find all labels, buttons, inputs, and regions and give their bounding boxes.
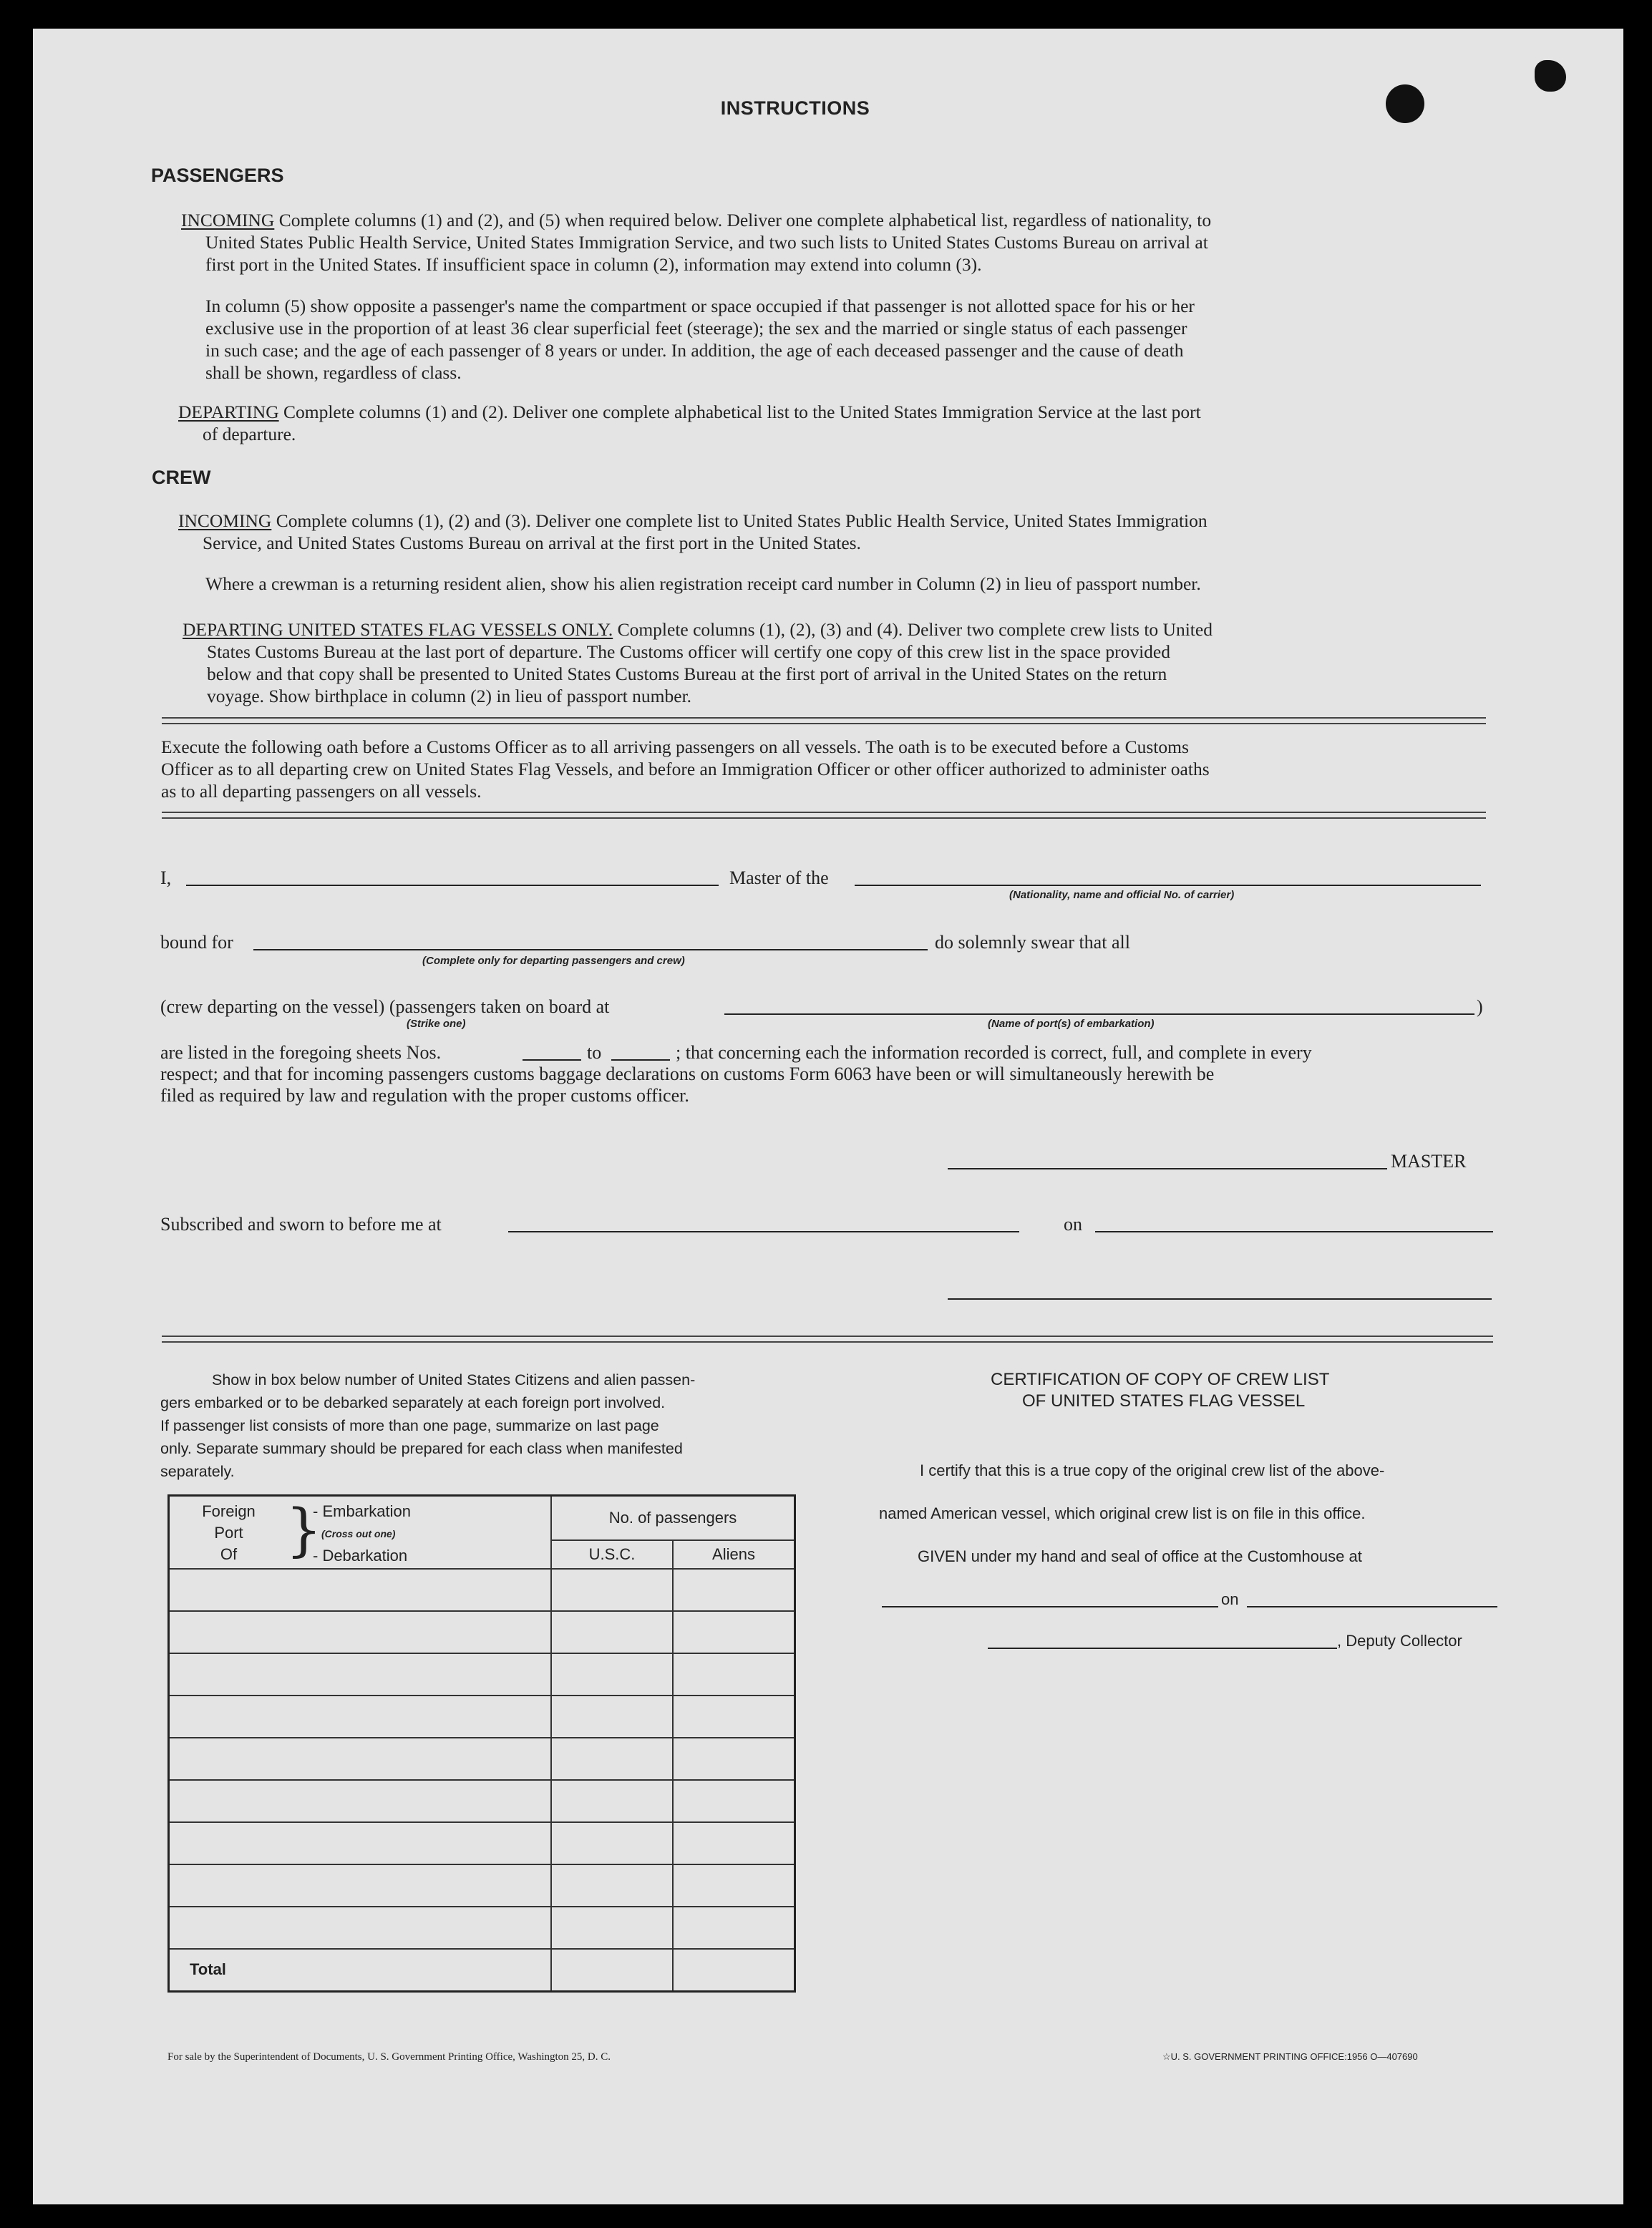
bound-for-note: (Complete only for departing passengers and crew) — [422, 955, 685, 967]
footer-gpo: ☆U. S. GOVERNMENT PRINTING OFFICE:1956 O—407690 — [1162, 2051, 1418, 2062]
passengers-departing-paragraph: DEPARTING Complete columns (1) and (2). Deliver one complete alphabetical list to the United States Immigration Service at the last port of departure. — [178, 402, 1201, 444]
divider — [162, 717, 1486, 724]
listed-sheets-label: are listed in the foregoing sheets Nos. — [160, 1042, 442, 1063]
total-row — [169, 1949, 795, 1992]
deputy-collector-label: , Deputy Collector — [1337, 1632, 1462, 1650]
aliens-header: Aliens — [673, 1540, 795, 1569]
bound-for-label: bound for — [160, 932, 233, 953]
strike-one-note: (Strike one) — [407, 1018, 466, 1030]
master-name-field[interactable] — [186, 885, 719, 886]
passengers-heading: PASSENGERS — [151, 165, 284, 186]
table-row — [169, 1738, 795, 1780]
embarkation-ports-field[interactable] — [724, 1013, 1474, 1015]
carrier-field[interactable] — [855, 885, 1481, 886]
subscribed-label: Subscribed and sworn to before me at — [160, 1214, 442, 1235]
certify-on-label: on — [1221, 1590, 1239, 1608]
departing-label: DEPARTING — [178, 402, 279, 422]
sworn-place-field[interactable] — [508, 1231, 1019, 1232]
table-row — [169, 1864, 795, 1907]
passenger-summary-table — [167, 1494, 796, 1993]
oath-i-label: I, — [160, 867, 172, 888]
close-paren: ) — [1477, 996, 1483, 1017]
brace-icon: } — [286, 1497, 322, 1563]
crew-departing-label: DEPARTING UNITED STATES FLAG VESSELS ONLY. — [183, 619, 613, 640]
table-row — [169, 1611, 795, 1653]
footer-sale-note: For sale by the Superintendent of Documents, U. S. Government Printing Office, Washington 25, D. C. — [167, 2051, 611, 2063]
passengers-incoming-paragraph: INCOMING Complete columns (1) and (2), and (5) when required below. Deliver one complete alphabetical list, regardless of nationality, to United States Public Health Service, United States Immigration Service, and two such lists to United States Customs Bureau on arrival at first port in the United States. If insufficient space in column (2), information may extend into column (3). — [181, 210, 1212, 275]
sworn-date-field[interactable] — [1095, 1231, 1493, 1232]
ink-blot — [1535, 60, 1566, 92]
master-label: MASTER — [1391, 1151, 1467, 1172]
foreign-port-header: Foreign Port Of } - Embarkation (Cross out one) - Debarkation — [169, 1496, 552, 1569]
table-row — [169, 1696, 795, 1738]
master-of-the-label: Master of the — [729, 867, 829, 888]
resident-alien-line: Where a crewman is a returning resident alien, show his alien registration receipt card number in Column (2) in lieu of passport number. — [205, 573, 1201, 594]
table-row — [169, 1907, 795, 1949]
listed-to-label: to — [587, 1042, 602, 1063]
oath-intro: Execute the following oath before a Customs Officer as to all arriving passengers on all vessels. The oath is to be executed before a Customs Officer as to all departing crew on United States Flag Vessels, and before an Immigration Officer or other officer authorized to administer oaths as to all departing passengers on all vessels. — [161, 736, 1210, 802]
certification-title-2: OF UNITED STATES FLAG VESSEL — [1022, 1391, 1306, 1411]
incoming-label: INCOMING — [181, 210, 275, 230]
table-row — [169, 1780, 795, 1822]
nationality-note: (Nationality, name and official No. of carrier) — [1009, 889, 1235, 901]
table-row — [169, 1653, 795, 1696]
crew-incoming-paragraph: INCOMING Complete columns (1), (2) and (3). Deliver one complete list to United States Public Health Service, United States Immigration Service, and United States Customs Bureau on arrival at the first port in the United States. — [178, 510, 1208, 553]
customhouse-field[interactable] — [882, 1606, 1218, 1607]
certify-line-3: GIVEN under my hand and seal of office at the Customhouse at — [918, 1547, 1362, 1565]
total-label: Total — [169, 1949, 552, 1992]
deputy-signature-field[interactable] — [988, 1648, 1337, 1649]
sheet-to-field[interactable] — [611, 1059, 670, 1061]
filed-line: filed as required by law and regulation with the proper customs officer. — [160, 1085, 689, 1106]
table-row — [169, 1569, 795, 1611]
crew-departing-paragraph: DEPARTING UNITED STATES FLAG VESSELS ONLY. Complete columns (1), (2), (3) and (4). Deliver two complete crew lists to United States Customs Bureau at the last port of departure. The Customs officer will certify one copy of this crew list in the space provided below and that copy shall be presented to United States Customs Bureau at the first port of arrival in the United States on the return voyage. Show birthplace in column (2) in lieu of passport number. — [183, 619, 1213, 706]
certify-line-1: I certify that this is a true copy of the original crew list of the above- — [920, 1461, 1385, 1479]
sheet-from-field[interactable] — [523, 1059, 581, 1061]
divider — [162, 1336, 1493, 1343]
solemnly-swear-label: do solemnly swear that all — [935, 932, 1130, 953]
usc-header: U.S.C. — [551, 1540, 673, 1569]
no-passengers-header: No. of passengers — [551, 1496, 795, 1540]
divider — [162, 812, 1486, 819]
form-page — [33, 29, 1623, 2204]
ports-note: (Name of port(s) of embarkation) — [988, 1018, 1155, 1030]
summary-instructions: Show in box below number of United States Citizens and alien passen- gers embarked or to be debarked separately at each foreign port involved. If passenger list consists of more than one page, summarize on last page only. Separate summary should be prepared for each class when manifested separately. — [160, 1371, 696, 1480]
bound-for-field[interactable] — [253, 949, 928, 950]
sworn-on-label: on — [1064, 1214, 1082, 1235]
column5-paragraph: In column (5) show opposite a passenger's name the compartment or space occupied if that passenger is not allotted space for his or her exclusive use in the proportion of at least 36 clear superficial feet (steerage); the sex and the married or single status of each passenger in such case; and the age of each passenger of 8 years or under. In addition, the age of each deceased passenger and the cause of death shall be shown, regardless of class. — [205, 296, 1195, 383]
certification-title-1: CERTIFICATION OF COPY OF CREW LIST — [991, 1370, 1330, 1389]
certify-line-2: named American vessel, which original crew list is on file in this office. — [879, 1504, 1366, 1522]
certify-date-field[interactable] — [1247, 1606, 1497, 1607]
listed-rest: ; that concerning each the information recorded is correct, full, and complete in every — [676, 1042, 1312, 1063]
crew-incoming-label: INCOMING — [178, 510, 272, 531]
crew-passengers-label: (crew departing on the vessel) (passengers taken on board at — [160, 996, 610, 1017]
crew-heading: CREW — [152, 467, 211, 488]
page-title: INSTRUCTIONS — [720, 97, 870, 119]
table-row — [169, 1822, 795, 1864]
respect-line: respect; and that for incoming passengers customs baggage declarations on customs Form 6063 have been or will simultaneously herewith be — [160, 1064, 1215, 1084]
officer-signature-field[interactable] — [948, 1298, 1492, 1300]
master-signature-field[interactable] — [948, 1168, 1387, 1169]
